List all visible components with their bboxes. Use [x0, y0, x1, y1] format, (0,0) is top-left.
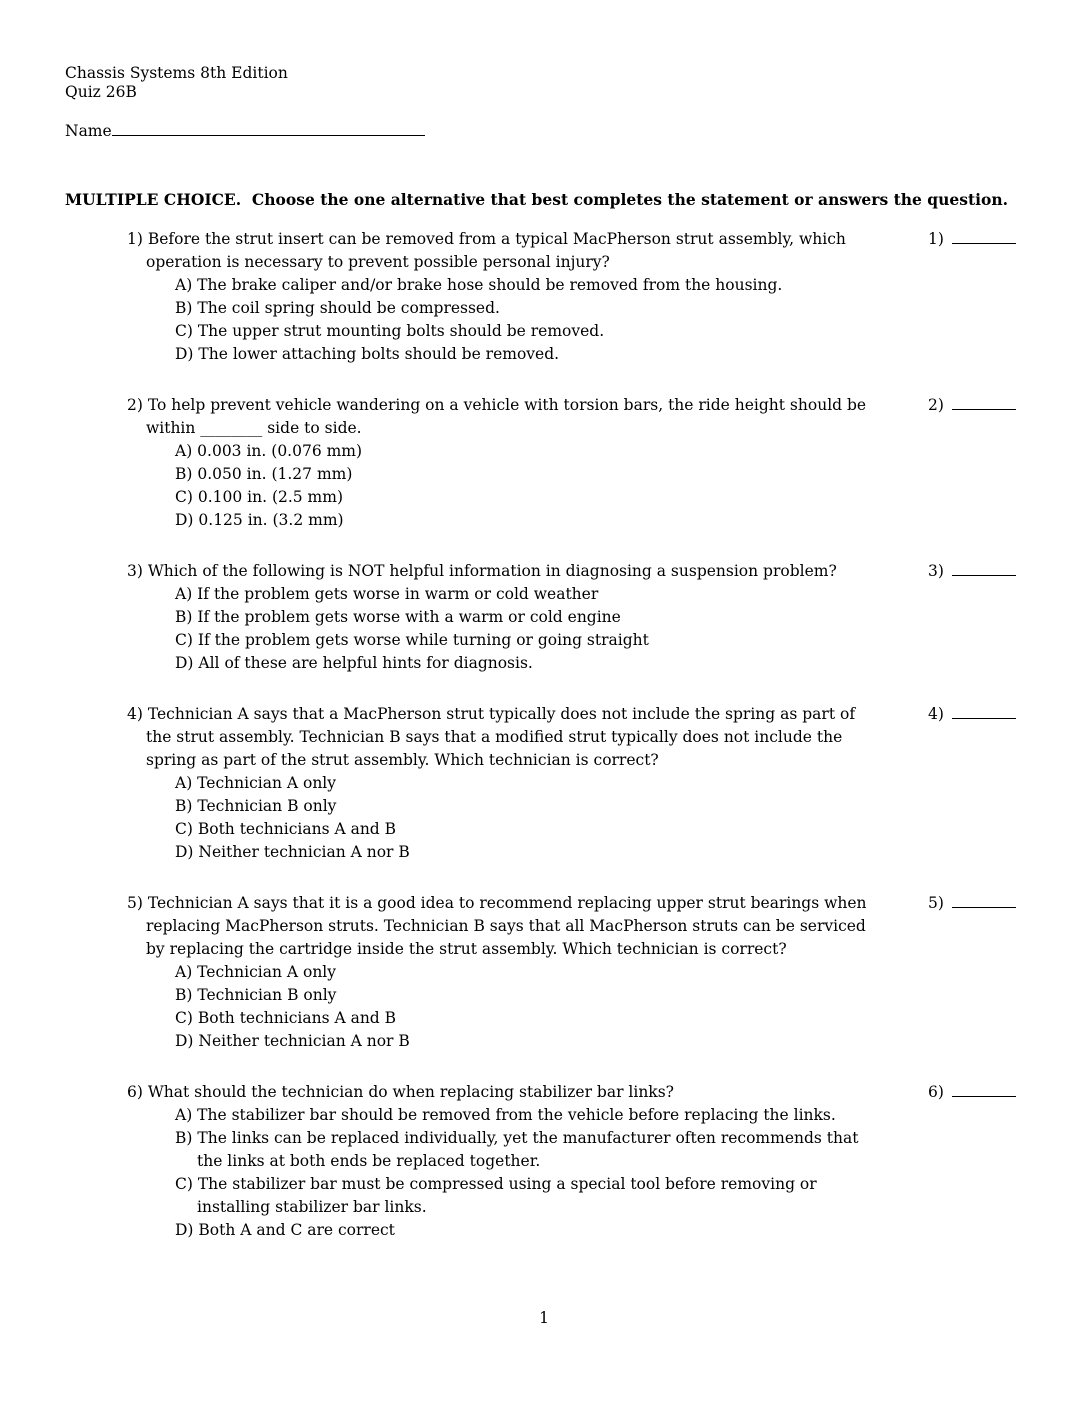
choice — [175, 1007, 872, 1030]
question-text: To help prevent vehicle wandering on a vehicle with torsion bars, the ride height should be within ________ side to side. — [146, 396, 867, 437]
choice — [175, 463, 872, 486]
choice-text: Technician A only — [197, 963, 337, 981]
choice-list — [175, 772, 872, 864]
choice — [175, 652, 872, 675]
answer-area — [928, 394, 1016, 417]
choice — [175, 606, 872, 629]
choice — [175, 1219, 872, 1242]
question-stem — [127, 228, 872, 274]
choice — [175, 961, 872, 984]
choice — [175, 1104, 872, 1127]
question-body — [127, 1081, 872, 1242]
choice-text: If the problem gets worse with a warm or cold engine — [197, 608, 621, 626]
choice-text: The upper strut mounting bolts should be removed. — [197, 322, 605, 340]
question-text: Which of the following is NOT helpful information in diagnosing a suspension problem? — [147, 562, 837, 580]
choice — [175, 297, 872, 320]
choice — [175, 320, 872, 343]
answer-blank[interactable] — [952, 1082, 1016, 1097]
question-number: 1) — [127, 230, 143, 248]
answer-blank[interactable] — [952, 893, 1016, 908]
quiz-title: Quiz 26B — [65, 83, 137, 101]
section-heading: MULTIPLE CHOICE. Choose the one alternative that best completes the statement or answers the question. — [65, 190, 1009, 209]
choice-text: The lower attaching bolts should be removed. — [198, 345, 560, 363]
answer-number: 1) — [928, 230, 944, 248]
choice-letter: A) — [175, 276, 198, 294]
choice-letter: A) — [175, 963, 198, 981]
choice-letter: B) — [175, 797, 198, 815]
question-text: Before the strut insert can be removed from a typical MacPherson strut assembly, which operation is necessary to prevent possible personal injury? — [146, 230, 846, 271]
name-row — [65, 120, 425, 141]
question-stem — [127, 703, 872, 772]
choice — [175, 795, 872, 818]
choice-letter: A) — [175, 442, 198, 460]
choice-letter: B) — [175, 608, 198, 626]
choice-text: If the problem gets worse while turning or going straight — [197, 631, 649, 649]
choice-text: The stabilizer bar should be removed from the vehicle before replacing the links. — [197, 1106, 836, 1124]
question-block — [0, 228, 1088, 366]
answer-area — [928, 228, 1016, 251]
choice-list — [175, 583, 872, 675]
choice-text: The links can be replaced individually, yet the manufacturer often recommends that the links at both ends be replaced together. — [197, 1129, 859, 1170]
choice-text: Technician B only — [197, 797, 337, 815]
name-input-line[interactable] — [112, 120, 425, 136]
answer-area — [928, 703, 1016, 726]
choice-list — [175, 961, 872, 1053]
page-number: 1 — [539, 1309, 549, 1327]
choice-letter: C) — [175, 631, 198, 649]
choice-text: Neither technician A nor B — [198, 843, 410, 861]
choice-text: If the problem gets worse in warm or cold weather — [197, 585, 599, 603]
choice-letter: D) — [175, 345, 199, 363]
question-body — [127, 703, 872, 864]
question-block — [0, 1081, 1088, 1242]
document-header — [65, 64, 288, 102]
choice-text: The stabilizer bar must be compressed using a special tool before removing or installing stabilizer bar links. — [197, 1175, 817, 1216]
choice-letter: D) — [175, 1032, 199, 1050]
book-title: Chassis Systems 8th Edition — [65, 64, 288, 82]
choice-letter: A) — [175, 774, 198, 792]
choice-list — [175, 440, 872, 532]
question-number: 4) — [127, 705, 143, 723]
choice-text: Technician A only — [197, 774, 337, 792]
choice-letter: B) — [175, 465, 198, 483]
question-stem — [127, 892, 872, 961]
question-body — [127, 228, 872, 366]
name-label: Name — [65, 122, 112, 140]
answer-area — [928, 892, 1016, 915]
choice-text: Both technicians A and B — [197, 820, 397, 838]
question-body — [127, 892, 872, 1053]
question-body — [127, 560, 872, 675]
question-stem — [127, 560, 872, 583]
answer-blank[interactable] — [952, 561, 1016, 576]
choice-text: 0.050 in. (1.27 mm) — [197, 465, 353, 483]
choice-letter: B) — [175, 299, 198, 317]
choice — [175, 440, 872, 463]
answer-number: 3) — [928, 562, 944, 580]
choice — [175, 1173, 872, 1219]
answer-number: 6) — [928, 1083, 944, 1101]
choice-letter: C) — [175, 1175, 198, 1193]
choice — [175, 583, 872, 606]
choice — [175, 1030, 872, 1053]
question-block — [0, 560, 1088, 675]
choice-letter: D) — [175, 1221, 199, 1239]
choice — [175, 274, 872, 297]
question-block — [0, 703, 1088, 864]
choice-letter: B) — [175, 986, 198, 1004]
choice-letter: B) — [175, 1129, 198, 1147]
choice-letter: D) — [175, 843, 199, 861]
choice-letter: C) — [175, 488, 198, 506]
choice-letter: D) — [175, 654, 199, 672]
choice-text: The brake caliper and/or brake hose should be removed from the housing. — [197, 276, 783, 294]
choice-text: Neither technician A nor B — [198, 1032, 410, 1050]
question-text: Technician A says that a MacPherson strut typically does not include the spring as part of the strut assembly. Technician B says that a modified strut typically does not include the spring as part of the strut assembly. Which technician is correct? — [146, 705, 856, 769]
choice-letter: D) — [175, 511, 199, 529]
choice-letter: C) — [175, 322, 198, 340]
question-number: 5) — [127, 894, 143, 912]
question-list — [0, 228, 1088, 1270]
choice-letter: A) — [175, 1106, 198, 1124]
choice — [175, 343, 872, 366]
question-block — [0, 394, 1088, 532]
answer-blank[interactable] — [952, 229, 1016, 244]
choice-letter: C) — [175, 820, 198, 838]
choice-text: All of these are helpful hints for diagnosis. — [198, 654, 533, 672]
choice — [175, 486, 872, 509]
answer-area — [928, 1081, 1016, 1104]
question-number: 3) — [127, 562, 143, 580]
choice-list — [175, 274, 872, 366]
answer-area — [928, 560, 1016, 583]
choice — [175, 772, 872, 795]
question-stem — [127, 394, 872, 440]
choice — [175, 818, 872, 841]
question-stem — [127, 1081, 872, 1104]
choice-text: Technician B only — [197, 986, 337, 1004]
answer-number: 2) — [928, 396, 944, 414]
choice-text: 0.003 in. (0.076 mm) — [197, 442, 363, 460]
choice-text: Both A and C are correct — [198, 1221, 395, 1239]
choice — [175, 984, 872, 1007]
choice-letter: A) — [175, 585, 198, 603]
question-number: 6) — [127, 1083, 143, 1101]
choice — [175, 509, 872, 532]
answer-number: 4) — [928, 705, 944, 723]
answer-blank[interactable] — [952, 704, 1016, 719]
answer-blank[interactable] — [952, 395, 1016, 410]
question-text: What should the technician do when replacing stabilizer bar links? — [147, 1083, 674, 1101]
question-number: 2) — [127, 396, 143, 414]
choice — [175, 841, 872, 864]
choice-list — [175, 1104, 872, 1242]
choice-text: Both technicians A and B — [197, 1009, 397, 1027]
choice — [175, 1127, 872, 1173]
question-text: Technician A says that it is a good idea to recommend replacing upper strut bearings when replacing MacPherson struts. Technician B says that all MacPherson struts can be serviced by replacing the cartridge inside the strut assembly. Which technician is correct? — [146, 894, 867, 958]
question-block — [0, 892, 1088, 1053]
question-body — [127, 394, 872, 532]
choice-text: 0.125 in. (3.2 mm) — [198, 511, 344, 529]
choice-text: 0.100 in. (2.5 mm) — [197, 488, 344, 506]
answer-number: 5) — [928, 894, 944, 912]
choice — [175, 629, 872, 652]
choice-text: The coil spring should be compressed. — [197, 299, 500, 317]
choice-letter: C) — [175, 1009, 198, 1027]
